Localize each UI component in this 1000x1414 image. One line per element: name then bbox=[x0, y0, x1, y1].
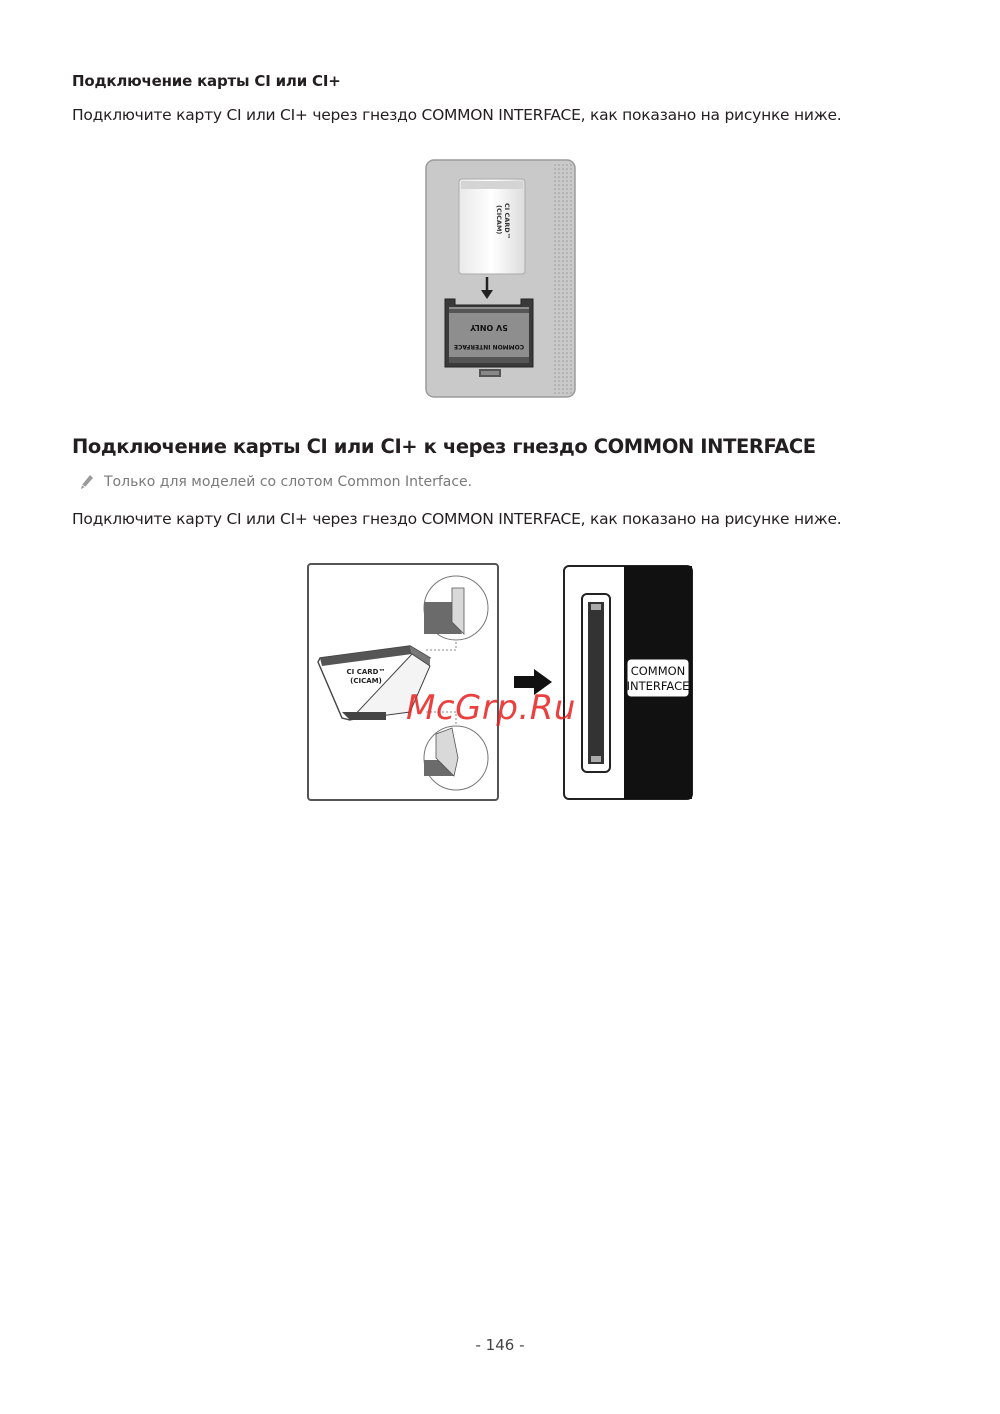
speaker-grille bbox=[553, 163, 573, 394]
tv-port-panel bbox=[564, 566, 692, 799]
common-interface-slot bbox=[445, 299, 533, 377]
section-heading-ci-card: Подключение карты CI или CI+ bbox=[72, 72, 341, 90]
slot-label-common-interface: COMMON INTERFACE bbox=[453, 343, 525, 350]
note-text: Только для моделей со слотом Common Interface. bbox=[104, 474, 473, 490]
card2-label-line1: CI CARD™ bbox=[346, 668, 386, 676]
instruction-paragraph-2: Подключите карту CI или CI+ через гнездо COMMON INTERFACE, как показано на рисунке ниже. bbox=[72, 510, 842, 528]
watermark: McGrp.Ru bbox=[406, 688, 576, 728]
ci-slot bbox=[588, 602, 604, 764]
ci-card-insertion-figure bbox=[425, 159, 577, 400]
port-label-line2: INTERFACE bbox=[626, 679, 690, 693]
slot-label-5v-only: 5V ONLY bbox=[470, 323, 508, 332]
instruction-paragraph: Подключите карту CI или CI+ через гнездо COMMON INTERFACE, как показано на рисунке ниже. bbox=[72, 106, 842, 124]
card-label-line2: (CICAM) bbox=[495, 205, 503, 235]
card-label-line1: CI CARD™ bbox=[503, 203, 511, 240]
ci-card-port-figure bbox=[306, 562, 696, 804]
note-row bbox=[80, 474, 472, 490]
card2-label-line2: (CICAM) bbox=[350, 677, 382, 685]
page-number: - 146 - bbox=[475, 1336, 525, 1354]
card-edge-zoom-bottom bbox=[424, 726, 488, 790]
section-heading-common-interface: Подключение карты CI или CI+ к через гнездо COMMON INTERFACE bbox=[72, 435, 816, 458]
pencil-icon bbox=[80, 474, 94, 490]
port-label-line1: COMMON bbox=[630, 664, 686, 678]
ci-card bbox=[459, 179, 525, 274]
card-edge-zoom-top bbox=[424, 576, 488, 640]
